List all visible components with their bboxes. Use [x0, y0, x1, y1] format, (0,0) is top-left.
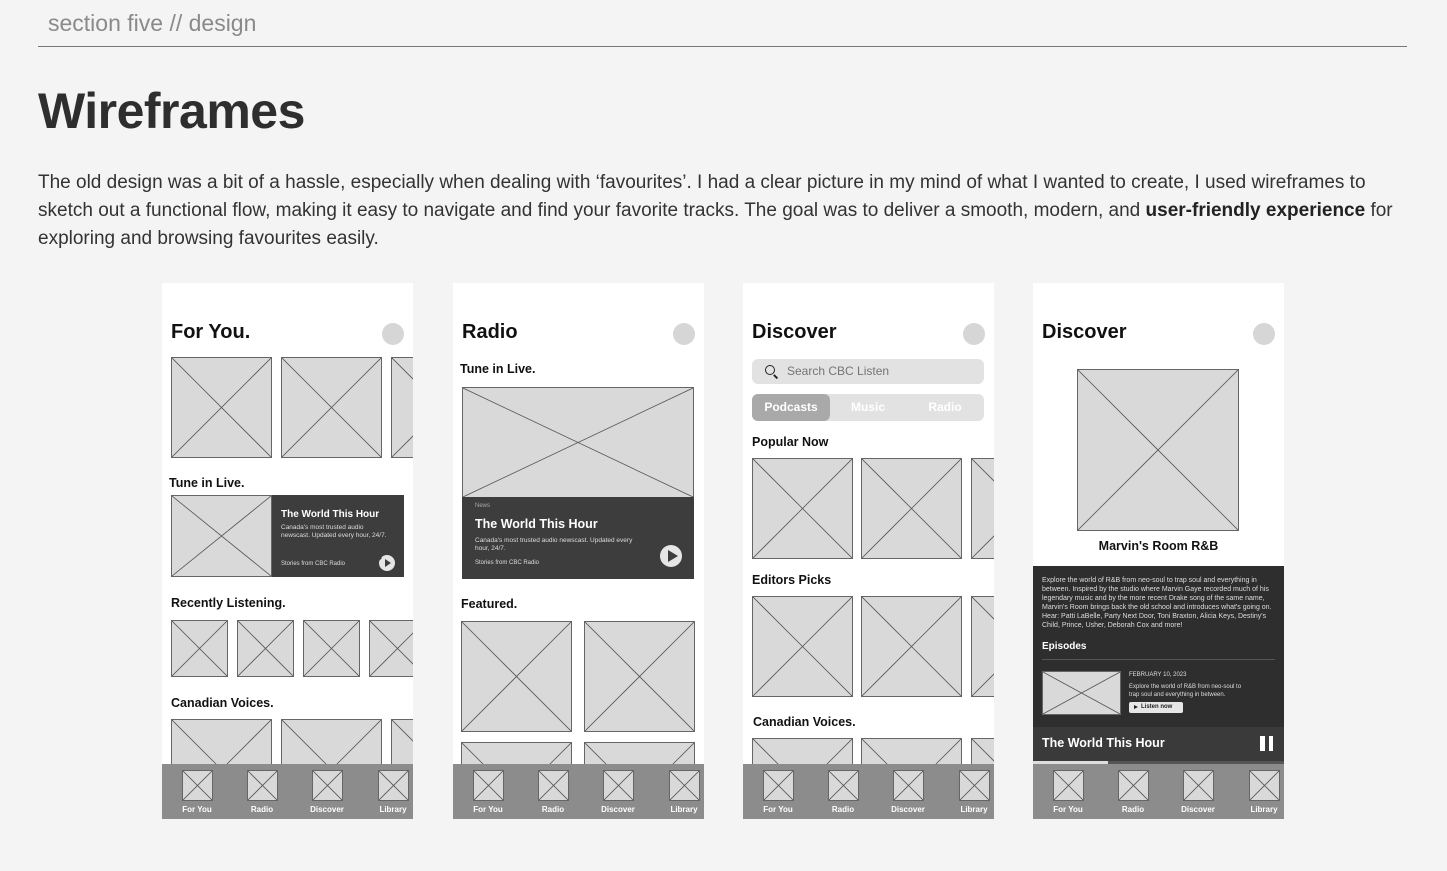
tab-for-you[interactable] [753, 770, 803, 814]
tab-icon [182, 770, 213, 801]
tab-label: For You [182, 805, 212, 814]
artist-name: Marvin's Room R&B [1098, 539, 1219, 553]
card-description: Canada's most trusted audio newscast. Updated every hour, 24/7. [475, 537, 633, 552]
tab-library[interactable] [659, 770, 704, 814]
section-heading: Tune in Live. [169, 476, 245, 490]
tab-icon [1183, 770, 1214, 801]
episode-date: FEBRUARY 10, 2023 [1129, 672, 1187, 678]
search-bar[interactable] [752, 359, 984, 384]
tab-icon [1249, 770, 1280, 801]
avatar[interactable] [382, 323, 404, 345]
tab-icon [669, 770, 700, 801]
tab-bar [162, 764, 413, 819]
tab-bar [1033, 764, 1284, 819]
play-triangle [668, 550, 678, 562]
intro-paragraph [38, 169, 1410, 253]
card-title: The World This Hour [475, 517, 598, 531]
search-input[interactable] [787, 364, 942, 378]
image-placeholder[interactable] [971, 596, 994, 697]
wireframe-artist-detail [1033, 283, 1284, 819]
intro-text: The old design was a bit of a hassle, especially when dealing with ‘favourites’. I had a clear picture in my mind of what I wanted to create, I used wireframes to sketch out a functional flow, making it easy to navigate and find your favorite tracks. The goal was to deliver a smooth, modern, and [38, 172, 1366, 221]
tab-bar [453, 764, 704, 819]
wireframe-radio [453, 283, 704, 819]
tab-label: For You [473, 805, 503, 814]
episode-description: Explore the world of R&B from neo-soul to trap soul and everything in between. [1129, 684, 1242, 698]
card-description: Canada's most trusted audio newscast. Updated every hour, 24/7. [281, 524, 387, 539]
tab-radio[interactable] [528, 770, 578, 814]
segment-podcasts[interactable]: Podcasts [752, 394, 830, 421]
section-heading: Editors Picks [752, 573, 832, 587]
card-tag: News [475, 503, 491, 509]
image-placeholder[interactable] [584, 621, 695, 732]
intro-text-end: for exploring and browsing favourites easily. [38, 200, 1393, 249]
image-placeholder[interactable] [171, 357, 272, 458]
now-playing-title: The World This Hour [1042, 736, 1165, 750]
image-placeholder[interactable] [752, 458, 853, 559]
tab-label: Radio [831, 805, 855, 814]
segment-radio[interactable]: Radio [928, 400, 962, 414]
image-placeholder[interactable] [171, 495, 272, 577]
pause-icon[interactable] [1260, 736, 1273, 751]
screen-title: Radio [462, 321, 518, 343]
tab-library[interactable] [1239, 770, 1284, 814]
tab-label: Library [379, 805, 407, 814]
tab-icon [247, 770, 278, 801]
tab-discover[interactable] [883, 770, 933, 814]
play-icon[interactable] [660, 545, 682, 567]
info-panel [1033, 566, 1284, 728]
tab-label: Library [1250, 805, 1278, 814]
tab-icon [312, 770, 343, 801]
play-triangle [385, 559, 391, 567]
play-icon[interactable] [379, 555, 395, 571]
tab-icon [538, 770, 569, 801]
tab-label: Discover [601, 805, 635, 814]
wireframe-discover [743, 283, 994, 819]
tab-label: Library [960, 805, 988, 814]
screen-title: Discover [1042, 321, 1127, 343]
tab-label: Library [670, 805, 698, 814]
segmented-control [752, 394, 984, 421]
listen-now-button[interactable]: Listen now [1129, 702, 1183, 713]
tab-discover[interactable] [1173, 770, 1223, 814]
tab-label: Discover [891, 805, 925, 814]
avatar[interactable] [963, 323, 985, 345]
segment-music[interactable]: Music [850, 400, 885, 414]
tab-icon [828, 770, 859, 801]
tab-label: Discover [1181, 805, 1215, 814]
tab-for-you[interactable] [463, 770, 513, 814]
image-placeholder[interactable] [237, 620, 294, 677]
tab-label: Discover [310, 805, 344, 814]
tab-icon [473, 770, 504, 801]
image-placeholder[interactable] [171, 620, 228, 677]
section-heading: Canadian Voices. [171, 696, 274, 710]
live-card[interactable] [272, 495, 404, 577]
section-heading: Recently Listening. [171, 596, 286, 610]
tab-label: For You [1053, 805, 1083, 814]
screen-title: Discover [752, 321, 837, 343]
episode-thumbnail[interactable] [1042, 671, 1121, 715]
image-placeholder[interactable] [971, 458, 994, 559]
image-placeholder[interactable] [861, 596, 962, 697]
page-title: Wireframes [38, 83, 305, 139]
tab-label: Radio [250, 805, 274, 814]
card-source: Stories from CBC Radio [281, 561, 346, 567]
wireframe-for-you [162, 283, 413, 819]
tab-label: For You [763, 805, 793, 814]
image-placeholder[interactable] [391, 357, 413, 458]
card-source: Stories from CBC Radio [475, 560, 540, 566]
intro-highlight: user-friendly experience [1145, 200, 1366, 221]
image-placeholder[interactable] [752, 596, 853, 697]
card-title: The World This Hour [281, 509, 380, 520]
tab-bar [743, 764, 994, 819]
image-placeholder[interactable] [303, 620, 360, 677]
tab-radio[interactable] [818, 770, 868, 814]
tab-for-you[interactable] [172, 770, 222, 814]
tab-for-you[interactable] [1043, 770, 1093, 814]
image-placeholder[interactable] [369, 620, 413, 677]
tab-icon [893, 770, 924, 801]
screen-title: For You. [171, 321, 251, 343]
tab-icon [378, 770, 409, 801]
tab-icon [603, 770, 634, 801]
episodes-heading: Episodes [1042, 641, 1087, 652]
section-heading: Popular Now [752, 435, 829, 449]
section-heading: Canadian Voices. [753, 715, 856, 729]
avatar[interactable] [673, 323, 695, 345]
section-heading: Tune in Live. [460, 362, 536, 376]
avatar[interactable] [1253, 323, 1275, 345]
image-placeholder[interactable] [281, 357, 382, 458]
tab-icon [1053, 770, 1084, 801]
section-label: section five // design [48, 10, 257, 36]
tab-icon [763, 770, 794, 801]
tab-icon [959, 770, 990, 801]
tab-discover[interactable] [302, 770, 352, 814]
image-placeholder[interactable] [861, 458, 962, 559]
divider [1042, 659, 1275, 660]
tab-discover[interactable] [593, 770, 643, 814]
tab-radio[interactable] [237, 770, 287, 814]
tab-label: Radio [541, 805, 565, 814]
section-heading: Featured. [461, 597, 518, 611]
tab-radio[interactable] [1108, 770, 1158, 814]
search-icon [765, 365, 775, 375]
tab-icon [1118, 770, 1149, 801]
artist-description: Explore the world of R&B from neo-soul to trap soul and everything in between. Inspired by the studio where Marvin Gaye recorded much of his legendary music and by the more recent Drake song of the same name, Marvin's Room brings back the old school and introduces what's going on. Hear: Patti LaBelle, Party Next Door, Toni Braxton, Alicia Keys, Destiny's Child, Prince, Usher, Deborah Cox and more! [1042, 577, 1272, 629]
now-playing-bar[interactable] [1033, 727, 1284, 764]
artwork-placeholder [1077, 369, 1239, 531]
image-placeholder[interactable] [461, 621, 572, 732]
tab-library[interactable] [368, 770, 413, 814]
header-divider [38, 46, 1407, 47]
image-placeholder[interactable] [462, 387, 694, 498]
tab-label: Radio [1121, 805, 1145, 814]
tab-library[interactable] [949, 770, 994, 814]
live-card[interactable] [462, 497, 694, 579]
